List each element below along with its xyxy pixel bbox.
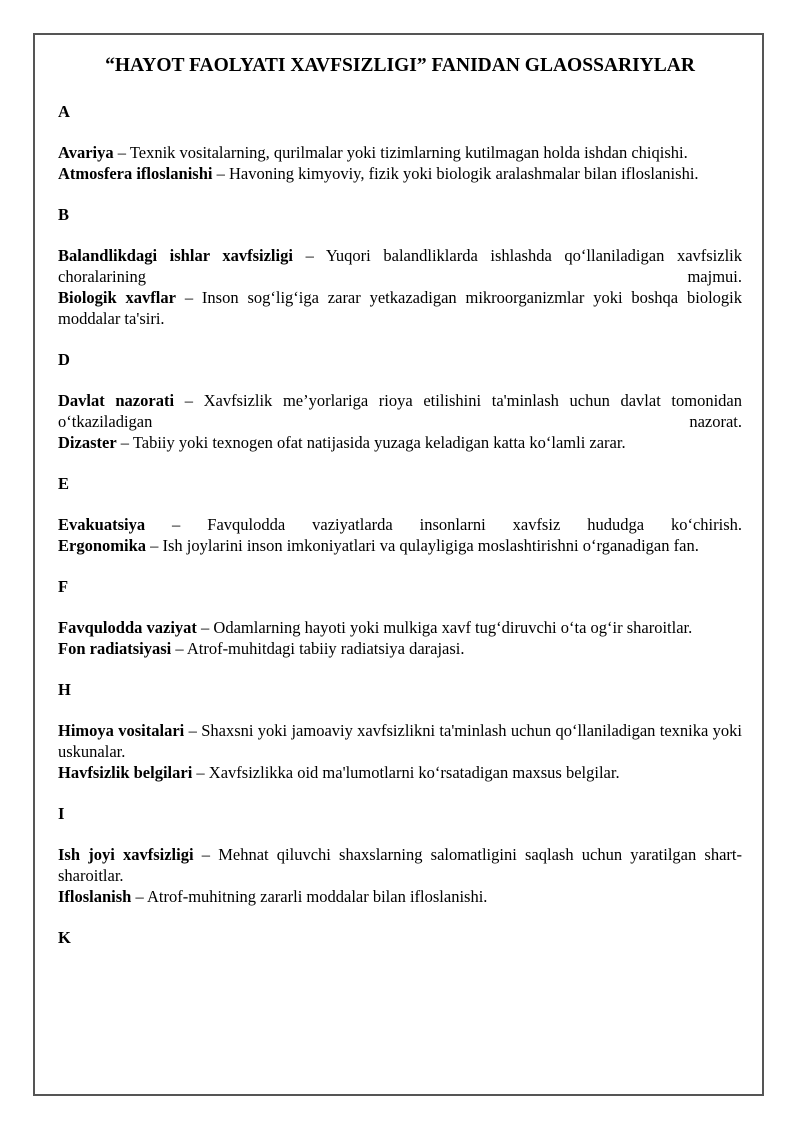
term-separator: –	[192, 763, 209, 783]
glossary-entry	[58, 720, 742, 762]
glossary-term: Balandlikdagi ishlar xavfsizligi	[58, 246, 293, 266]
glossary-definition: Xavfsizlik me’yorlariga rioya etilishini ta'minlash uchun davlat tomonidan o‘tkaziladigan nazorat.	[58, 391, 742, 432]
term-separator: –	[212, 164, 229, 184]
glossary-term: Ish joyi xavfsizligi	[58, 845, 194, 865]
section-letter: D	[58, 350, 70, 370]
glossary-entry	[58, 163, 742, 184]
glossary-definition: Favqulodda vaziyatlarda insonlarni xavfsiz hududga ko‘chirish.	[207, 515, 743, 535]
glossary-definition: Ish joylarini inson imkoniyatlari va qulayligiga moslashtirishni o‘rganadigan fan.	[162, 536, 699, 556]
glossary-definition: Atrof-muhitning zararli moddalar bilan ifloslanishi.	[146, 887, 488, 907]
glossary-sections	[58, 101, 742, 948]
glossary-term: Evakuatsiya	[58, 515, 146, 535]
glossary-entry	[58, 638, 742, 659]
section-entries	[58, 390, 742, 453]
glossary-definition: Odamlarning hayoti yoki mulkiga xavf tug‘diruvchi o‘ta og‘ir sharoitlar.	[213, 618, 693, 638]
document-title: “HAYOT FAOLYATI XAVFSIZLIGI” FANIDAN GLAOSSARIYLAR	[105, 55, 695, 76]
section-letter: E	[58, 474, 70, 494]
glossary-entry	[58, 617, 742, 638]
glossary-definition: Havoning kimyoviy, fizik yoki biologik aralashmalar bilan ifloslanishi.	[228, 164, 699, 184]
glossary-term: Biologik xavflar	[58, 288, 176, 308]
glossary-entry	[58, 762, 742, 783]
glossary-entry	[58, 886, 742, 907]
section-entries	[58, 617, 742, 659]
glossary-entry	[58, 432, 742, 453]
section-entries	[58, 844, 742, 907]
glossary-term: Himoya vositalari	[58, 721, 185, 741]
section-letter: I	[58, 804, 65, 824]
term-separator: –	[113, 143, 130, 163]
glossary-entry	[58, 514, 742, 535]
glossary-term: Davlat nazorati	[58, 391, 175, 411]
term-separator: –	[131, 887, 147, 907]
glossary-entry	[58, 287, 742, 329]
glossary-entry	[58, 142, 742, 163]
term-separator: –	[292, 246, 326, 266]
glossary-term: Fon radiatsiyasi	[58, 639, 172, 659]
term-separator: –	[145, 515, 208, 535]
term-separator: –	[171, 639, 187, 659]
glossary-definition: Inson sog‘lig‘iga zarar yetkazadigan mikroorganizmlar yoki boshqa biologik moddalar ta'siri.	[58, 288, 742, 329]
term-separator: –	[146, 536, 163, 556]
glossary-term: Avariya	[58, 143, 114, 163]
glossary-definition: Texnik vositalarning, qurilmalar yoki tizimlarning kutilmagan holda ishdan chiqishi.	[129, 143, 688, 163]
glossary-definition: Xavfsizlikka oid ma'lumotlarni ko‘rsatadigan maxsus belgilar.	[208, 763, 620, 783]
term-separator: –	[116, 433, 133, 453]
glossary-entry	[58, 535, 742, 556]
term-separator: –	[175, 288, 202, 308]
glossary-definition: Shaxsni yoki jamoaviy xavfsizlikni ta'minlash uchun qo‘llaniladigan texnika yoki uskunalar.	[58, 721, 743, 762]
section-letter: A	[58, 102, 70, 122]
glossary-definition: Atrof-muhitdagi tabiiy radiatsiya darajasi.	[186, 639, 465, 659]
section-entries	[58, 142, 742, 184]
glossary-definition: Mehnat qiluvchi shaxslarning salomatligini saqlash uchun yaratilgan shart-sharoitlar.	[58, 845, 742, 886]
term-separator: –	[174, 391, 204, 411]
glossary-definition: Yuqori balandliklarda ishlashda qo‘llaniladigan xavfsizlik choralarining majmui.	[58, 246, 743, 287]
glossary-entry	[58, 390, 742, 432]
glossary-definition: Tabiiy yoki texnogen ofat natijasida yuzaga keladigan katta ko‘lamli zarar.	[132, 433, 626, 453]
section-entries	[58, 245, 742, 329]
glossary-term: Ifloslanish	[58, 887, 132, 907]
glossary-term: Havfsizlik belgilari	[58, 763, 193, 783]
section-letter: F	[58, 577, 69, 597]
glossary-document	[58, 54, 742, 968]
glossary-term: Dizaster	[58, 433, 117, 453]
term-separator: –	[193, 845, 219, 865]
glossary-term: Atmosfera ifloslanishi	[58, 164, 213, 184]
glossary-term: Ergonomika	[58, 536, 147, 556]
section-letter: K	[58, 928, 71, 948]
glossary-term: Favqulodda vaziyat	[58, 618, 197, 638]
section-letter: B	[58, 205, 70, 225]
glossary-entry	[58, 245, 742, 287]
term-separator: –	[184, 721, 202, 741]
section-entries	[58, 720, 742, 783]
term-separator: –	[196, 618, 214, 638]
section-entries	[58, 514, 742, 556]
glossary-entry	[58, 844, 742, 886]
section-letter: H	[58, 680, 71, 700]
